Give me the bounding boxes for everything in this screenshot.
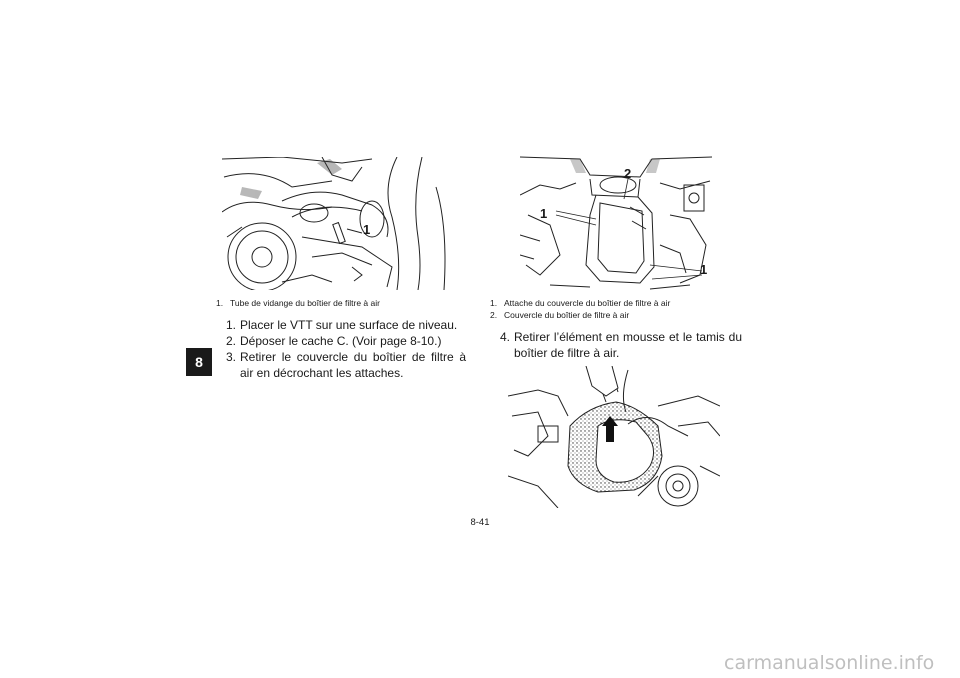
caption-row — [490, 297, 670, 309]
caption-text: Attache du couvercle du boîtier de filtre à air — [504, 298, 671, 308]
step-item — [214, 333, 466, 349]
caption-number: 2. — [490, 310, 498, 320]
callout-1-left: 1 — [540, 206, 548, 221]
chapter-tab: 8 — [186, 348, 212, 376]
step-number: 3. — [225, 350, 236, 364]
air-box-cover-illustration — [520, 155, 712, 292]
step-item — [488, 329, 742, 361]
step-number: 2. — [225, 334, 236, 348]
step-number: 1. — [225, 318, 236, 332]
callout-1: 1 — [363, 222, 371, 237]
steps-left — [214, 317, 466, 381]
step-item — [214, 349, 466, 381]
step-text: Retirer l’élément en mousse et le tamis du boîtier de filtre à air. — [514, 330, 742, 360]
step-text: Placer le VTT sur une surface de niveau. — [240, 318, 458, 332]
step-text: Retirer le couvercle du boîtier de filtre à air en décrochant les attaches. — [240, 350, 466, 380]
drain-tube-illustration — [222, 157, 464, 290]
caption-number: 1. — [216, 298, 224, 308]
figure-air-box-drain-tube — [222, 157, 464, 290]
caption-row — [490, 309, 670, 321]
caption-row — [216, 297, 380, 309]
step-text: Déposer le cache C. (Voir page 8-10.) — [240, 334, 442, 348]
steps-right — [488, 329, 742, 361]
caption-text: Tube de vidange du boîtier de filtre à air — [230, 298, 380, 308]
step-number: 4. — [499, 330, 510, 344]
caption-number: 1. — [490, 298, 498, 308]
figure-air-box-cover — [520, 155, 712, 292]
caption-text: Couvercle du boîtier de filtre à air — [504, 310, 630, 320]
callout-1-right: 1 — [700, 262, 708, 277]
figure-remove-foam-element — [508, 366, 720, 508]
page-number: 8-41 — [470, 517, 490, 528]
callout-2: 2 — [624, 166, 632, 181]
step-item — [214, 317, 466, 333]
figure1-caption — [216, 297, 380, 309]
figure2-caption — [490, 297, 670, 321]
watermark: carmanualsonline.info — [724, 652, 935, 674]
foam-element-removal-illustration — [508, 366, 720, 508]
